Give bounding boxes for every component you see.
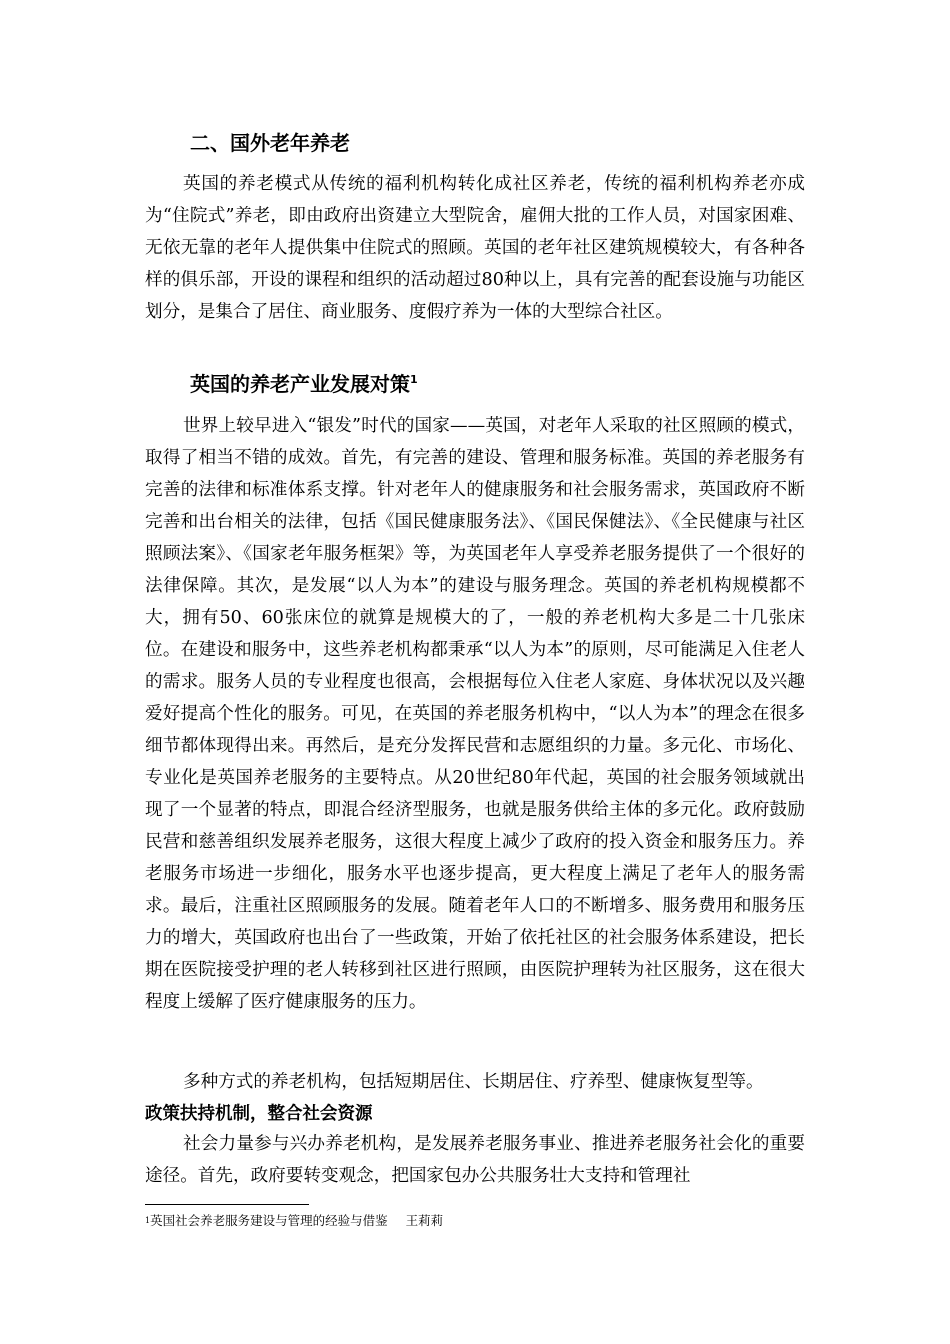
section-heading [190, 130, 350, 156]
footnote-mark: 1 [145, 1216, 151, 1225]
paragraph-social-resources: 社会力量参与兴办养老机构，是发展养老服务事业、推进养老服务社会化的重要途径。首先，政府要转变观念，把国家包办公共服务壮大支持和管理社 [145, 1134, 805, 1186]
section-heading-text: 二、国外老年养老 [190, 131, 350, 155]
footnote-author: 王莉莉 [405, 1213, 444, 1228]
bold-heading [145, 1101, 373, 1127]
footnote [145, 1212, 443, 1230]
footnote-divider [145, 1204, 309, 1205]
footnote-title: 英国社会养老服务建设与管理的经验与借鉴 [150, 1213, 388, 1228]
paragraph-care-types: 多种方式的养老机构，包括短期居住、长期居住、疗养型、健康恢复型等。 [183, 1072, 764, 1092]
bold-heading-text: 政策扶持机制，整合社会资源 [145, 1104, 373, 1124]
footnote-reference: 1 [410, 373, 418, 386]
paragraph-uk-industry-policy: 世界上较早进入“银发”时代的国家——英国，对老年人采取的社区照顾的模式，取得了相当不错的成效。首先，有完善的建设、管理和服务标准。英国的养老服务有完善的法律和标准体系支撑。针对老年人的健康服务和社会服务需求，英国政府不断完善和出台相关的法律，包括《国民健康服务法》、《国民保健法》、《全民健康与社区照顾法案》、《国家老年服务框架》等，为英国老年人享受养老服务提供了一个很好的法律保障。其次，是发展“以人为本”的建设与服务理念。英国的养老机构规模都不大，拥有50、60张床位的就算是规模大的了，一般的养老机构大多是二十几张床位。在建设和服务中，这些养老机构都秉承“以人为本”的原则，尽可能满足入住老人的需求。服务人员的专业程度也很高，会根据每位入住老人家庭、身体状况以及兴趣爱好提高个性化的服务。可见，在英国的养老服务机构中，“以人为本”的理念在很多细节都体现得出来。再然后，是充分发挥民营和志愿组织的力量。多元化、市场化、专业化是英国养老服务的主要特点。从20世纪80年代起，英国的社会服务领域就出现了一个显著的特点，即混合经济型服务，也就是服务供给主体的多元化。政府鼓励民营和慈善组织发展养老服务，这很大程度上减少了政府的投入资金和服务压力。养老服务市场进一步细化，服务水平也逐步提高，更大程度上满足了老年人的服务需求。最后，注重社区照顾服务的发展。随着老年人口的不断增多、服务费用和服务压力的增大，英国政府也出台了一些政策，开始了依托社区的社会服务体系建设，把长期在医院接受护理的老人转移到社区进行照顾，由医院护理转为社区服务，这在很大程度上缓解了医疗健康服务的压力。 [145, 416, 805, 1012]
sub-heading-text: 英国的养老产业发展对策 [190, 372, 410, 396]
paragraph-uk-community-care: 英国的养老模式从传统的福利机构转化成社区养老，传统的福利机构养老亦成为“住院式”养老，即由政府出资建立大型院舍，雇佣大批的工作人员，对国家困难、无依无靠的老年人提供集中住院式的照顾。英国的老年社区建筑规模较大，有各种各样的俱乐部，开设的课程和组织的活动超过80种以上，具有完善的配套设施与功能区划分，是集合了居住、商业服务、度假疗养为一体的大型综合社区。 [145, 174, 805, 322]
sub-heading [190, 371, 418, 397]
